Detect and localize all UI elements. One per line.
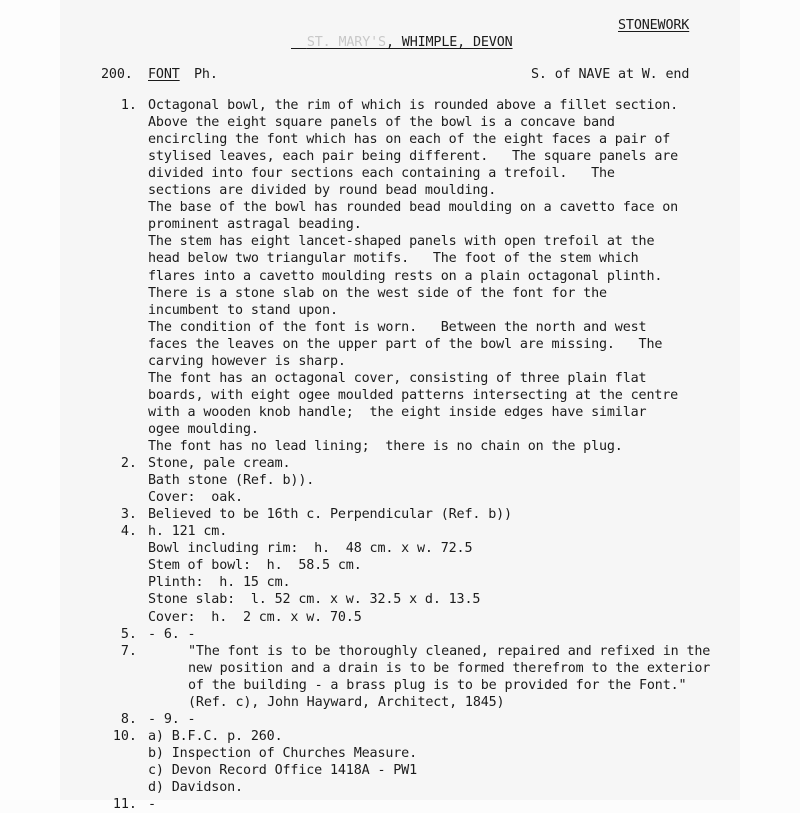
item-line: of the building - a brass plug is to be provided for the Font."	[188, 677, 687, 693]
item-line: boards, with eight ogee moulded patterns intersecting at the centre	[148, 387, 679, 403]
item-line: The font has an octagonal cover, consisting of three plain flat	[148, 370, 647, 386]
item-number: 5.	[120, 626, 137, 642]
item-line: Stone, pale cream.	[148, 456, 291, 472]
item-line: a) B.F.C. p. 260.	[148, 728, 283, 744]
item-line: Cover: oak.	[148, 490, 243, 506]
entry-number: 200.	[101, 67, 133, 82]
item-line: incumbent to stand upon.	[148, 302, 338, 318]
church-name-faint: ST. MARY'S	[306, 35, 386, 50]
item-line: Cover: h. 2 cm. x w. 70.5	[148, 609, 362, 625]
item-number: 8.	[120, 711, 137, 727]
entry-location: S. of NAVE at W. end	[531, 67, 690, 82]
item-number: 1.	[120, 98, 137, 113]
item-line: flares into a cavetto moulding rests on a plain octagonal plinth.	[148, 268, 663, 284]
page-margin	[0, 0, 60, 800]
item-line: -	[148, 797, 156, 813]
entry-suffix: Ph.	[194, 67, 218, 82]
item-line: with a wooden knob handle; the eight inside edges have similar	[148, 404, 647, 420]
item-number: 11.	[112, 797, 137, 813]
item-line: b) Inspection of Churches Measure.	[148, 745, 418, 761]
church-name-rest: , WHIMPLE, DEVON	[385, 35, 513, 50]
item-line: stylised leaves, each pair being different. The square panels are	[148, 149, 679, 165]
item-number: 2.	[120, 456, 137, 472]
item-line: Bowl including rim: h. 48 cm. x w. 72.5	[148, 541, 473, 557]
item-line: Bath stone (Ref. b)).	[148, 473, 315, 489]
item-line: ogee moulding.	[148, 421, 259, 437]
item-line: There is a stone slab on the west side of the font for the	[148, 285, 607, 301]
item-line: The stem has eight lancet-shaped panels with open trefoil at the	[148, 234, 655, 250]
item-line: Believed to be 16th c. Perpendicular (Ref. b))	[148, 507, 512, 523]
item-line: h. 121 cm.	[148, 524, 228, 540]
item-line: The base of the bowl has rounded bead moulding on a cavetto face on	[148, 200, 679, 216]
item-line: The condition of the font is worn. Between the north and west	[148, 319, 647, 335]
item-line: c) Devon Record Office 1418A - PW1	[148, 762, 418, 778]
item-line: The font has no lead lining; there is no chain on the plug.	[148, 439, 623, 454]
item-number: 7.	[120, 643, 137, 659]
item-line: faces the leaves on the upper part of the bowl are missing. The	[148, 336, 663, 352]
item-line: - 9. -	[148, 711, 196, 727]
item-line: new position and a drain is to be formed therefrom to the exterior	[188, 660, 711, 676]
item-line: prominent astragal beading.	[148, 217, 362, 233]
item-line: "The font is to be thoroughly cleaned, repaired and refixed in the	[188, 643, 711, 659]
page-header-category: STONEWORK	[618, 18, 690, 33]
item-number: 3.	[120, 507, 137, 523]
item-line: head below two triangular motifs. The foot of the stem which	[148, 251, 639, 267]
item-line: Octagonal bowl, the rim of which is rounded above a fillet section.	[148, 98, 679, 113]
item-line: Plinth: h. 15 cm.	[148, 575, 291, 591]
item-line: d) Davidson.	[148, 780, 243, 795]
item-number: 10.	[112, 728, 137, 744]
item-line: divided into four sections each containing a trefoil. The	[148, 166, 615, 182]
item-line: Above the eight square panels of the bowl is a concave band	[148, 115, 615, 131]
item-line: (Ref. c), John Hayward, Architect, 1845)	[188, 694, 505, 710]
item-line: - 6. -	[148, 626, 196, 642]
item-line: encircling the font which has on each of the eight faces a pair of	[148, 132, 671, 148]
item-number: 4.	[120, 524, 137, 540]
page-header-church	[291, 17, 513, 51]
item-line: Stem of bowl: h. 58.5 cm.	[148, 558, 362, 574]
item-line: Stone slab: l. 52 cm. x w. 32.5 x d. 13.5	[148, 592, 481, 608]
item-line: carving however is sharp.	[148, 353, 346, 369]
entry-title: FONT	[148, 67, 180, 82]
item-line: sections are divided by round bead moulding.	[148, 183, 497, 199]
